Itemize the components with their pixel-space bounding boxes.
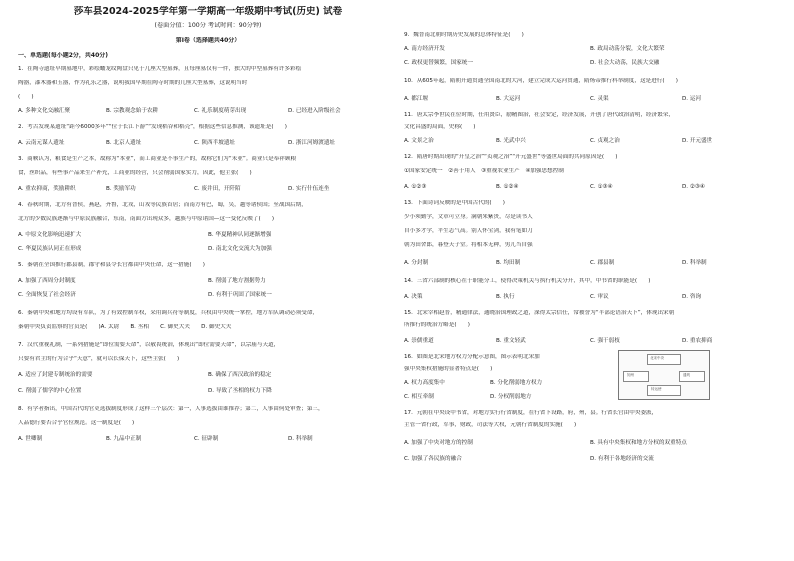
question-text: 3．商鞅认为，粮食是生产之本，故称为“本业”，而工商业是不事生产的，故称它们为“末业”。商业只是奉祥顾粮 bbox=[18, 156, 297, 162]
option: D. 有利于巩固了国家统一 bbox=[208, 292, 272, 298]
question-text: 人品德行要否合乎官位规范。这一制度是( ) bbox=[18, 420, 135, 426]
option: D. 开元盛世 bbox=[682, 138, 713, 144]
option: C. 贞观之治 bbox=[590, 138, 620, 144]
option: C. 征辟制 bbox=[194, 436, 219, 442]
option: A. 崇儒重道 bbox=[404, 338, 434, 344]
option: B. 均田制 bbox=[496, 260, 521, 266]
option: A. 都江堰 bbox=[404, 96, 429, 102]
option: C. 礼乐制度萌芽出现 bbox=[194, 108, 247, 114]
question-text: ( ) bbox=[18, 94, 34, 100]
question-text: 只要有君主的行为合乎“天意”，就可以长保天下，这些主张( ) bbox=[18, 356, 180, 362]
option: B. 削弱了地方割据势力 bbox=[208, 278, 266, 284]
question-text: 2．考古发现某遗址“距今6000多年”“位于长江下游”“发现稻谷和稻壳”，根据这些信息推测，该遗址是( ) bbox=[18, 124, 287, 130]
poem-line: 自小多才学，平生志气高。别人怀宝剑，我有笔如刀 bbox=[404, 228, 533, 234]
question-text: 16．如图是北宋地方权力分配示意图，图示表明北宋加 bbox=[404, 354, 540, 360]
option: A. 分封制 bbox=[404, 260, 429, 266]
option: D. 实行什伍连坐 bbox=[288, 186, 330, 192]
question-text: 秦朝中央负责监察的官员是( )A. 太尉 B. 丞相 C. 御史大夫 D. 御史大夫 bbox=[18, 324, 232, 330]
song-power-diagram bbox=[618, 350, 710, 400]
question-text: 11．唐太宗李世民在位时期，任用贤臣，励精图治，社会安定，经济发展，开创了唐代政治清明，经济繁荣， bbox=[404, 112, 675, 118]
question-text: 14．三省六部制的核心在于职能分工，使得决策机关与执行机关分开，其中，中书省的职能是( ) bbox=[404, 278, 651, 284]
question-text: 12．隋唐时期出现的“开皇之治”“贞观之治”“开元盛世”等盛世局面的共同原因是( ) bbox=[404, 154, 618, 160]
option: A. 决策 bbox=[404, 294, 423, 300]
option: D. 咨询 bbox=[682, 294, 702, 300]
question-text: 7．汉代重视礼制，一系列措施是“即位需要天命”，以敬畏统治，体现出“即位需要天命”，以宗庙与天道， bbox=[18, 342, 280, 348]
option: C. 陕西半坡遗址 bbox=[194, 140, 236, 146]
option: D. 社会大动荡，民族大交融 bbox=[590, 60, 660, 66]
option: A. 世卿制 bbox=[18, 436, 43, 442]
question-text: 北方的少数民族逐渐与中原民族融合，东南，南面方出现众多，越族与中原诸国—这一变化反映了( ) bbox=[18, 216, 275, 222]
option: D. 有利于各地经济的交流 bbox=[590, 456, 654, 462]
exam-meta: (卷面分值：100分 考试时间：90分钟) bbox=[154, 22, 262, 29]
option: B. 分化削弱地方权力 bbox=[490, 380, 543, 386]
option: D. 浙江河姆渡遗址 bbox=[288, 140, 336, 146]
diagram-label: 北宋中央 bbox=[650, 356, 664, 360]
diagram-label: 转运使 bbox=[651, 387, 662, 391]
option: C. 全面恢复了社会经济 bbox=[18, 292, 76, 298]
option: B. 执行 bbox=[496, 294, 515, 300]
question-text: 10．从605年起，隋朝开通贯通全国南北的大河，建立完成大运河贯通，隋炀帝推行科举制度，这是进行( ) bbox=[404, 78, 678, 84]
option: A. 加强了西周分封制度 bbox=[18, 278, 76, 284]
option: C. 华夏民族认同正在形成 bbox=[18, 246, 82, 252]
option: A. 多种文化交融汇聚 bbox=[18, 108, 71, 114]
option: C. 削弱了儒学的中心位置 bbox=[18, 388, 82, 394]
question-text: 9．魏晋南北朝时期历史发展的总体特征是( ) bbox=[404, 32, 524, 38]
option: A. 中原文化影响迅速扩大 bbox=[18, 232, 82, 238]
exam-title: 莎车县2024-2025学年第一学期高一年级期中考试(历史) 试卷 bbox=[73, 6, 343, 17]
option: C. 郡县制 bbox=[590, 260, 615, 266]
question-text: 陶器，漆木器和玉器，作为礼乐之器，说明我国早期在陶寺时期的几座大型墓葬，这说明当时 bbox=[18, 80, 248, 86]
option: D. 科举制 bbox=[288, 436, 313, 442]
option: B. 华夏精神认同逐渐增强 bbox=[208, 232, 272, 238]
option: B. 光武中兴 bbox=[496, 138, 526, 144]
question-text: 所推行的统治方略是( ) bbox=[404, 322, 470, 328]
question-text: 4．春秋时期，北方有晋侯，燕赵，齐鲁，北戎，山戎等民族首居；而南方有巴，蜀，吴，越等诸侯国；至战国后期， bbox=[18, 202, 307, 208]
option: A. 重农抑商，奖励耕织 bbox=[18, 186, 76, 192]
option: D. ②③④ bbox=[682, 184, 705, 190]
question-text: 5．秦朝在全国推行郡县制，郡守和县令长官都由中央任命，这一措施( ) bbox=[18, 262, 205, 268]
option: B. 具有中央集权和地方分权的双重特点 bbox=[590, 440, 687, 446]
option: D. 运河 bbox=[682, 96, 702, 102]
option: D. 南北文化交流大为加强 bbox=[208, 246, 272, 252]
option: C. ①③④ bbox=[590, 184, 613, 190]
option: B. ①②④ bbox=[496, 184, 519, 190]
option: B. 确保了西汉政治的稳定 bbox=[208, 372, 272, 378]
section-heading: 一、单选题(每小题2分，共40分) bbox=[18, 52, 109, 59]
option: A. 加强了中央对地方的控制 bbox=[404, 440, 473, 446]
option: B. 重文轻武 bbox=[496, 338, 526, 344]
option: C. 相互牵制 bbox=[404, 394, 434, 400]
option: D. 导致了丞相的权力下降 bbox=[208, 388, 272, 394]
option: B. 九品中正制 bbox=[106, 436, 142, 442]
option: C. 政权更替频繁，国家统一 bbox=[404, 60, 473, 66]
question-text: 13．下面诗词反映的是中国古代的( ) bbox=[404, 200, 505, 206]
option: A. 适应了封建专制统治的需要 bbox=[18, 372, 93, 378]
option: D. 重农抑商 bbox=[682, 338, 713, 344]
option: A. 云南元谋人遗址 bbox=[18, 140, 65, 146]
question-text: 1．在陶寺遗址早期墓地中，彩绘蟠龙纹陶盘只见于几座大型墓葬，且每座墓仅有一件，独大的中型墓葬有许多彩绘 bbox=[18, 66, 302, 72]
question-text: 强中央集权措施的显著特点是( ) bbox=[404, 366, 493, 372]
question-text: 文化昌盛的局面，史称( ) bbox=[404, 124, 476, 130]
option: A. 文景之治 bbox=[404, 138, 434, 144]
question-text: 17．元朝在中央设中书省，对地方实行行省制度，在行省下设路，府，州，县。行省长官由中央委派， bbox=[404, 410, 658, 416]
question-text: 6．秦朝中央和地方均设有军队，为了有效控制军权，采用调兵符等制度，兵权由中央统一掌控，地方军队调动必须受命， bbox=[18, 310, 319, 316]
poem-line: 少小须勤学，文章可立身。满朝朱紫贵，尽是读书人 bbox=[404, 214, 533, 220]
option: A. 权力高度集中 bbox=[404, 380, 445, 386]
diagram-label: 知州 bbox=[627, 373, 634, 377]
question-text: 食，丝织品，有些事产品来生产补充，工商业的经营，只会削弱国家实力，因此，他主张( ) bbox=[18, 170, 252, 176]
option: C. 废井田，开阡陌 bbox=[194, 186, 241, 192]
question-text: 主管一省行政，军事，财政，司法等大权，元朝行省制度的实施( ) bbox=[404, 422, 577, 428]
option: B. 宗教观念始于农耕 bbox=[106, 108, 159, 114]
question-text: ①国家安定统一 ②善于用人 ③重视农业生产 ④加强思想控制 bbox=[404, 168, 564, 174]
diagram-label: 通判 bbox=[683, 373, 690, 377]
part-heading: 第Ⅰ卷（选择题共40分） bbox=[175, 37, 241, 44]
option: C. 加强了各民族的融合 bbox=[404, 456, 462, 462]
question-text: 15．北宋宰相赵普，精通律法，通晓治国理政之道，深得太宗信任，常被誉为“半部论语治天下”，体现出宋朝 bbox=[404, 310, 675, 316]
option: C. 强干弱枝 bbox=[590, 338, 620, 344]
option: A. ①②③ bbox=[404, 184, 427, 190]
option: D. 已经进入阶级社会 bbox=[288, 108, 341, 114]
option: B. 大运河 bbox=[496, 96, 521, 102]
poem-line: 朝为田舍郎，暮登天子堂。将相本无种，男儿当自强 bbox=[404, 242, 533, 248]
option: C. 审议 bbox=[590, 294, 609, 300]
option: A. 南方经济开发 bbox=[404, 46, 445, 52]
question-text: 8．有学者指出，中国古代的官吏选拔制度形成了这样三个层次：第一，人事选拔由谁推荐；第二，人事由何处审查；第三， bbox=[18, 406, 324, 412]
option: C. 灵渠 bbox=[590, 96, 609, 102]
option: B. 政局动荡分裂，文化大繁荣 bbox=[590, 46, 665, 52]
option: B. 奖励军功 bbox=[106, 186, 136, 192]
option: D. 科举制 bbox=[682, 260, 707, 266]
option: B. 北京人遗址 bbox=[106, 140, 142, 146]
option: D. 分权削弱地方 bbox=[490, 394, 532, 400]
